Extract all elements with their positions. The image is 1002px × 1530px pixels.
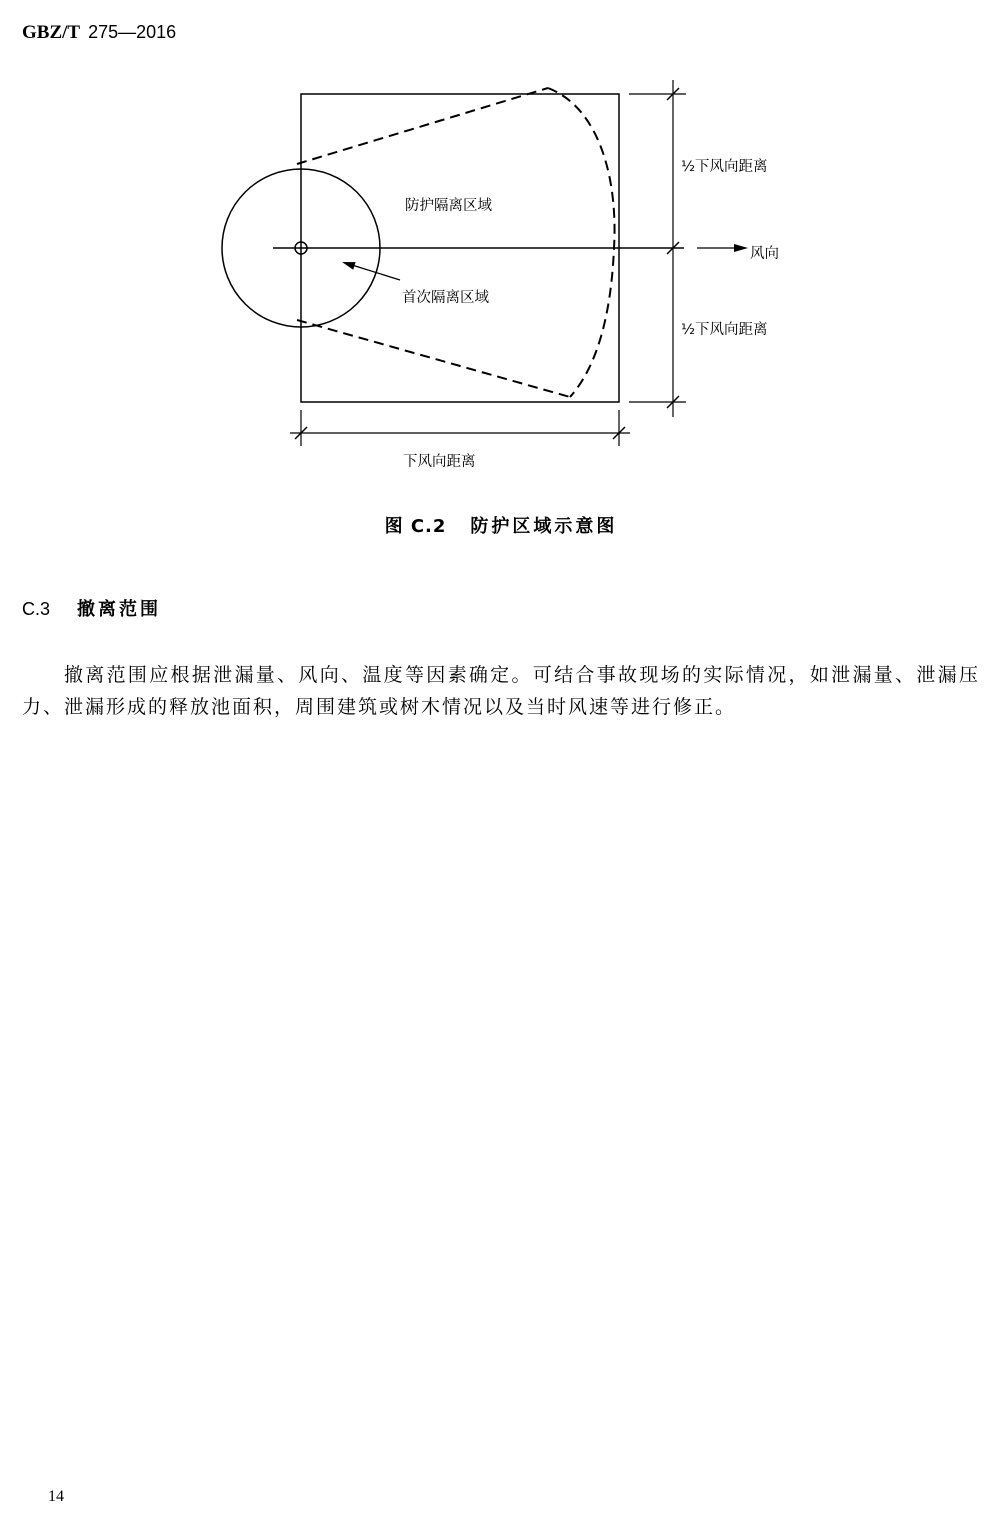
page-number: 14 [48,1488,64,1505]
standard-code: GBZ/T [22,22,81,43]
dashed-boundary-upper [297,88,548,164]
dashed-boundary-arc [548,88,615,397]
protective-zone-label: 防护隔离区域 [405,198,492,214]
downwind-distance-label: 下风向距离 [403,454,476,470]
dashed-boundary-lower [297,320,570,397]
protective-zone-diagram [0,0,1002,480]
half-downwind-distance-upper-label: ½下风向距离 [681,159,768,175]
figure-number: 图 C.2 [384,516,447,537]
figure-title: 防护区域示意图 [470,516,618,537]
initial-isolation-zone-label: 首次隔离区域 [402,290,489,306]
figure-caption [0,514,1002,540]
section-number: C.3 [22,599,51,619]
paragraph-line: 力、泄漏形成的释放池面积，周围建筑或树木情况以及当时风速等进行修正。 [22,696,737,718]
section-title: 撤离范围 [77,599,162,620]
wind-direction-label: 风向 [750,246,779,262]
initial-zone-pointer-line [352,265,400,280]
standard-number: 275—2016 [88,22,177,42]
paragraph-line: 撤离范围应根据泄漏量、风向、温度等因素确定。可结合事故现场的实际情况，如泄漏量、泄漏压 [64,664,980,686]
initial-zone-pointer-arrowhead [342,262,356,270]
section-heading [22,596,161,623]
wind-direction-arrowhead [734,244,748,252]
half-downwind-distance-lower-label: ½下风向距离 [681,322,768,338]
